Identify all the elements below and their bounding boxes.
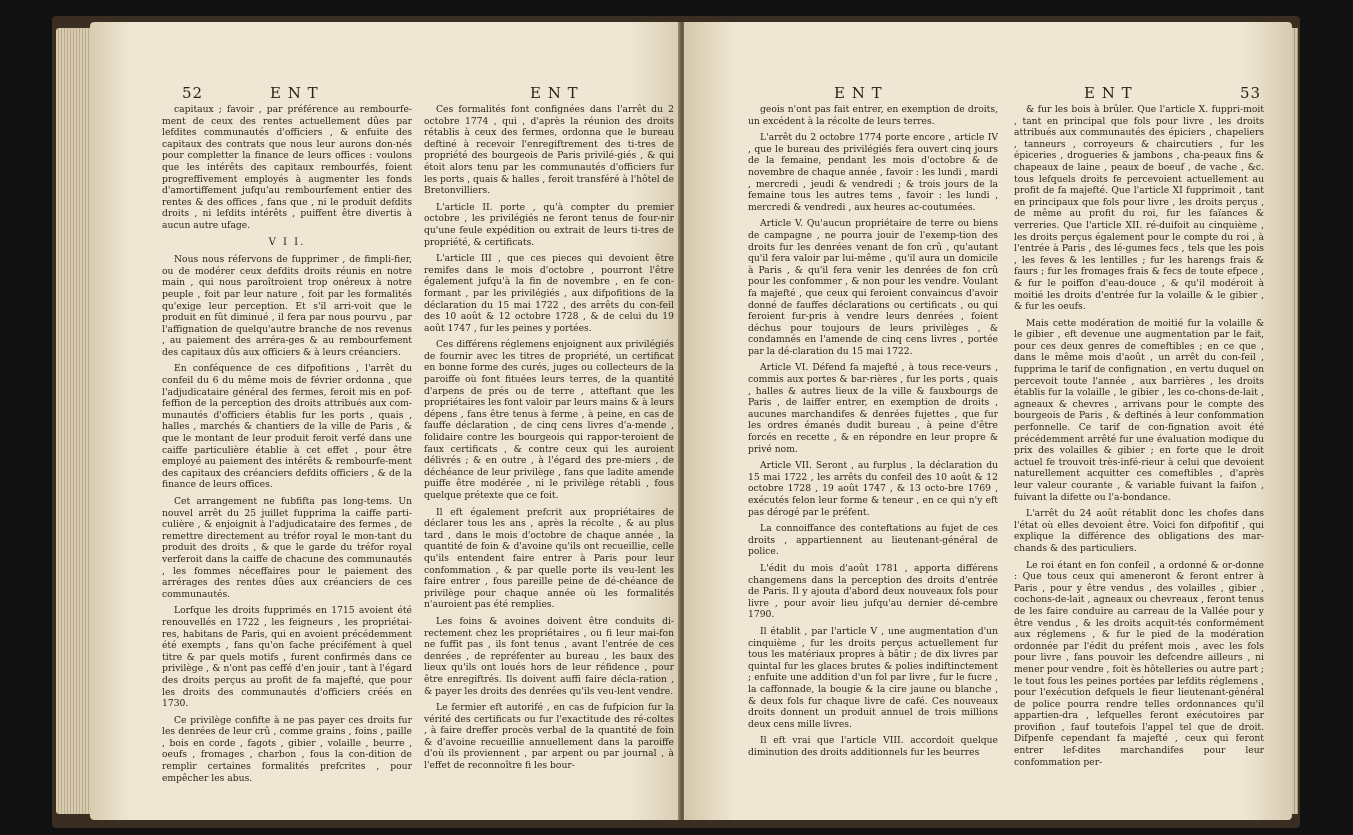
page-edges-left <box>56 28 90 814</box>
paragraph: Il établit , par l'article V , une augmentation d'un cinquième , fur les droits perçus actuellement fur tous les matériaux propres à bâtir ; de dix livres par quintal fur les glaces brutes & polies indiftinctement ; enfuite une addition d'un fol par livre , fur le fucre , la caffonnade, la bougie & la cire jaune ou blanche , & deux fols fur chaque livre de café. Ces nouveaux droits donnent un produit annuel de trois millions deux cens mille livres. <box>748 625 998 730</box>
paragraph: Article VII. Seront , au furplus , la déclaration du 15 mai 1722 , les arrêts du confeil des 10 août & 12 octobre 1728 , 19 août 1747 , & 13 octo-bre 1769 , exécutés felon leur forme & teneur , en ce qui n'y eft pas dérogé par le préfent. <box>748 460 998 518</box>
paragraph: L'édit du mois d'août 1781 , apporta différens changemens dans la perception des droits d'entrée de Paris. Il y ajouta d'abord deux nouveaux fols pour livre , pour avoir lieu jufqu'au dernier dé-cembre 1790. <box>748 562 998 621</box>
paragraph: Lorfque les droits fupprimés en 1715 avoient été renouvellés en 1722 , les feigneurs , les propriétai-res, habitans de Paris, qui en avoient précédemment été exempts , fans qu'on fache précifément à quel titre & par quels motifs , furent confirmés dans ce privilège , & n'ont pas ceffé d'en jouir , tant à l'égard des droits perçus au profit de fa majefté, que pour les droits des communautés d'officiers créés en 1730. <box>162 605 412 710</box>
paragraph: L'article III , que ces pieces qui devoient être remifes dans le mois d'octobre , pourront l'être également jufqu'à la fin de novembre , en fe con-formant , par les privilégiés , aux difpofitions de la déclaration du 15 mai 1722 , des arrêts du con-feil des 10 août & 12 octobre 1728 , & de celui du 19 août 1747 , fur les peines y portées. <box>424 253 674 334</box>
left-column-2 <box>424 104 674 804</box>
paragraph: L'article II. porte , qu'à compter du premier octobre , les privilégiés ne feront tenus de four-nir qu'une feule expédition ou extrait de leurs ti-tres de propriété, & certificats. <box>424 201 674 248</box>
paragraph: Mais cette modération de moitié fur la volaille & le gibier , eft devenue une augmentation par le fait, pour ces deux genres de comeftibles ; en ce que , dans le même mois d'août , un arrêt du con-feil , fupprima le tarif de confignation , en vertu duquel on percevoit toute l'année , aux barrières , les droits établis fur la volaille , le gibier , les co-chons-de-lait , agneaux & chevres , arrivans pour le compte des bourgeois de Paris , & deftinés à leur confommation perfonnelle. Ce tarif de con-fignation avoit été précédemment arrêté fur une évaluation modique du prix des volailles & gibier ; en forte que le droit actuel fe trouvoit très-infé-rieur à celui que devoient naturellement acquitter ces comeftibles , d'après leur valeur courante , & variable fuivant la faifon , fuivant la difette ou l'a-bondance. <box>1014 317 1264 503</box>
right-column-1 <box>748 104 998 804</box>
paragraph: L'arrêt du 24 août rétablit donc les chofes dans l'état où elles devoient être. Voici fon difpofitif , qui explique la différence des obligations des mar-chands & des particuliers. <box>1014 508 1264 554</box>
left-running-head: E N T <box>270 84 319 102</box>
paragraph: Cet arrangement ne fubfifta pas long-tems. Un nouvel arrêt du 25 juillet fupprima la caiffe parti-culière , & enjoignit à l'adjudicataire des fermes , de remettre directement au tréfor royal le mon-tant du produit des droits , & que le garde du tréfor royal verferoit dans la caiffe de chacune des communautés , les fommes néceffaires pour le paiement des arrérages des rentes dûes aux créanciers de ces communautés. <box>162 496 412 600</box>
paragraph: Article VI. Défend fa majefté , à tous rece-veurs , commis aux portes & bar-rières , fur les ports , quais , halles & autres lieux de la ville & fauxbourgs de Paris , de laiffer entrer, en exemption de droits , aucunes marchandifes & denrées fujettes , que fur les ordres émanés dudit bureau , à peine d'être forcés en recette , & en répondre en leur propre & privé nom. <box>748 362 998 455</box>
left-page <box>90 22 682 820</box>
paragraph: La connoiffance des conteftations au fujet de ces droits , appartiennent au lieutenant-général de police. <box>748 523 998 558</box>
paragraph: En conféquence de ces difpofitions , l'arrêt du confeil du 6 du même mois de février ordonna , que l'adjudicataire général des fermes, feroit mis en pof-feffion de la perception des droits attribués aux com-munautés d'officiers établis fur les ports , quais , halles , marchés & chantiers de la ville de Paris , & que le montant de leur produit feroit verfé dans une caiffe particulière établie à cet effet , pour être employé au paiement des intérêts & rembourfe-ment des capitaux des créanciers defdits officiers , & de la finance de leurs offices. <box>162 363 412 491</box>
paragraph: Ce privilège confifte à ne pas payer ces droits fur les denrées de leur crû , comme grains , foins , paille , bois en corde , fagots , gibier , volaille , beurre , oeufs , fromages , charbon , fous la con-dition de remplir certaines formalités prefcrites , pour empêcher les abus. <box>162 714 412 784</box>
page-edges-right <box>1292 28 1298 814</box>
right-page-number: 53 <box>1240 84 1262 102</box>
paragraph: Article V. Qu'aucun propriétaire de terre ou biens de campagne , ne pourra jouir de l'exemp-tion des droits fur les denrées venant de fon crû , qu'autant qu'il fera valoir par lui-même , qu'il aura un domicile à Paris , & qu'il fera venir les denrées de fon crû pour les confommer , & non pour les vendre. Voulant fa majefté , que ceux qui feroient convaincus d'avoir donné de fauffes déclarations ou certificats , ou qui feroient fur-pris à vendre leurs denrées , foient déchus pour toujours de leurs privilèges , & condamnés en l'amende de cinq cens livres , portée par la dé-claration du 15 mai 1722. <box>748 218 998 357</box>
paragraph: Nous nous réfervons de fupprimer , de fimpli-fier, ou de modérer ceux defdits droits réunis en notre main , qui nous paroîtroient trop onéreux à notre peuple , foit par leur nature , foit par les formalités qu'exige leur perception. Et s'il arri-voit que le produit en fût diminué , il fera par nous pourvu , par l'affignation de quelqu'autre branche de nos revenus , au paiement des arréra-ges & au rembourfement des capitaux dûs aux officiers & à leurs créanciers. <box>162 254 412 358</box>
paragraph: Il eft vrai que l'article VIII. accordoit quelque diminution des droits additionnels fur les beurres <box>748 735 998 758</box>
paragraph: Ces différens réglemens enjoignent aux privilégiés de fournir avec les titres de propriété, un certificat en bonne forme des curés, juges ou collecteurs de la paroiffe où font fituées leurs terres, de la quantité d'arpens de prés ou de terre , atteftant que les propriétaires les font valoir par leurs mains & à leurs dépens , fans être tenus à ferme , à peine, en cas de fauffe déclaration , de cinq cens livres d'a-mende , folidaire contre les bourgeois qui rappor-teroient de faux certificats , & contre ceux qui les auroient délivrés ; & en outre , à l'égard des pre-miers , de déchéance de leur privilège , fans que ladite amende puiffe être modérée , ni le privilège rétabli , fous quelque prétexte que ce foit. <box>424 339 674 501</box>
paragraph: & fur les bois à brûler. Que l'article X. fuppri-moit , tant en principal que fols pour livre , les droits attribués aux communautés des épiciers , chapeliers , tanneurs , corroyeurs & chaircutiers , fur les épiceries , drogueries & jambons , cha-peaux fins & chapeaux de laine , peaux de boeuf , de vache , &c. tous lefquels droits fe percevoient actuellement au profit de fa majefté. Que l'article XI fupprimoit , tant en principaux que fols pour livre , les droits perçus , de même au profit du roi, fur les faïances & verreries. Que l'article XII. ré-duifoit au cinquième , les droits perçus également pour le compte du roi , à l'entrée à Paris , des lé-gumes fecs , tels que les pois , les feves & les lentilles ; fur les harengs frais & faurs ; fur les fromages frais & fecs de toute efpece , & fur le poiffon d'eau-douce , & qu'il modéroit à moitié les droits d'entrée fur la volaille & le gibier , & fur les oeufs. <box>1014 104 1264 313</box>
paragraph: Le roi étant en fon confeil , a ordonné & or-donne : Que tous ceux qui ameneront & feront entrer à Paris , pour y être vendus , des volailles , gibier , cochons-de-lait , agneaux ou chevreaux , feront tenus de les faire conduire au carreau de la Vallée pour y être vendus , & les droits acquit-tés conformément aux réglemens , & fur le pied de la modération ordonnée par l'édit du préfent mois , avec les fols pour livre , fans pouvoir les defcendre ailleurs , ni mener pour vendre , foit ès hôtelleries ou autre part ; le tout fous les peines portées par lefdits réglemens , pour l'exécution defquels le fieur lieutenant-général de police pourra rendre telles ordonnances qu'il appartien-dra , lefquelles feront exécutoires par provifion , fauf toutefois l'appel tel que de droit. Difpenfe cependant fa majefté , ceux qui feront entrer lef-dites marchandifes pour leur confommation per- <box>1014 559 1264 768</box>
right-running-head-1: E N T <box>834 84 883 102</box>
paragraph: geois n'ont pas fait entrer, en exemption de droits, un excédent à la récolte de leurs terres. <box>748 104 998 127</box>
right-running-head: E N T <box>1084 84 1133 102</box>
paragraph: capitaux ; favoir , par préférence au rembourfe-ment de ceux des rentes actuellement dûes par lefdites communautés d'officiers , & enfuite des capitaux des contrats que nous leur aurons don-nés pour completter la finance de leurs offices : voulons que les intérêts des capitaux rembourfés, foient progreffivement employés à augmenter les fonds d'amortiffement jufqu'au rembourfement entier des rentes & des offices , fans que , ni le produit defdits droits , ni lefdits intérêts , puiffent être divertis à aucun autre ufage. <box>162 104 412 231</box>
paragraph: L'arrêt du 2 octobre 1774 porte encore , article IV , que le bureau des privilégiés fera ouvert cinq jours de la femaine, pendant les mois d'octobre & de novembre de chaque année , favoir : les lundi , mardi , mercredi , jeudi & vendredi ; & trois jours de la femaine tous les autres tems , favoir : les lundi , mercredi & vendredi , aux heures ac-coutumées. <box>748 132 998 213</box>
left-column-1 <box>162 104 412 804</box>
section-heading: V I I. <box>268 236 306 248</box>
paragraph: Ces formalités font confignées dans l'arrêt du 2 octobre 1774 , qui , d'après la réunion des droits rétablis à ceux des fermes, ordonna que le bureau deftiné à recevoir l'enregiftrement des ti-tres de propriété des bourgeois de Paris privilé-giés , & qui étoit alors tenu par les communautés d'officiers fur les ports , quais & halles , feroit transféré à l'hôtel de Bretonvilliers. <box>424 104 674 197</box>
left-running-head-2: E N T <box>530 84 579 102</box>
open-book <box>52 16 1300 828</box>
paragraph: Les foins & avoines doivent être conduits di-rectement chez les propriétaires , ou fi leur mai-fon ne fuffit pas , ils font tenus , avant l'entrée de ces denrées , de repréfenter au bureau , les baux des lieux qu'ils ont loués hors de leur réfidence , pour être enregiftrés. Ils doivent auffi faire décla-ration , & payer les droits des denrées qu'ils veu-lent vendre. <box>424 615 674 697</box>
paragraph: Le fermier eft autorifé , en cas de fufpicion fur la vérité des certificats ou fur l'exactitude des ré-coltes , à faire dreffer procès verbal de la quantité de foin & d'avoine recueillie annuellement dans la paroiffe d'où ils proviennent , par arpent ou par journal , à l'effet de reconnoître fi les bour- <box>424 702 674 772</box>
right-page <box>684 22 1292 820</box>
left-page-number: 52 <box>182 84 204 102</box>
right-column-2 <box>1014 104 1264 804</box>
paragraph: Il eft également prefcrit aux propriétaires de déclarer tous les ans , après la récolte , & au plus tard , dans le mois d'octobre de chaque année , la quantité de foin & d'avoine qu'ils ont recueillie, celle qu'ils entendent faire entrer à Paris pour leur confommation , & par quelle porte ils veu-lent les faire entrer , fous pareille peine de dé-chéance de privilège pour chaque année où les formalités n'auroient pas été remplies. <box>424 506 674 611</box>
